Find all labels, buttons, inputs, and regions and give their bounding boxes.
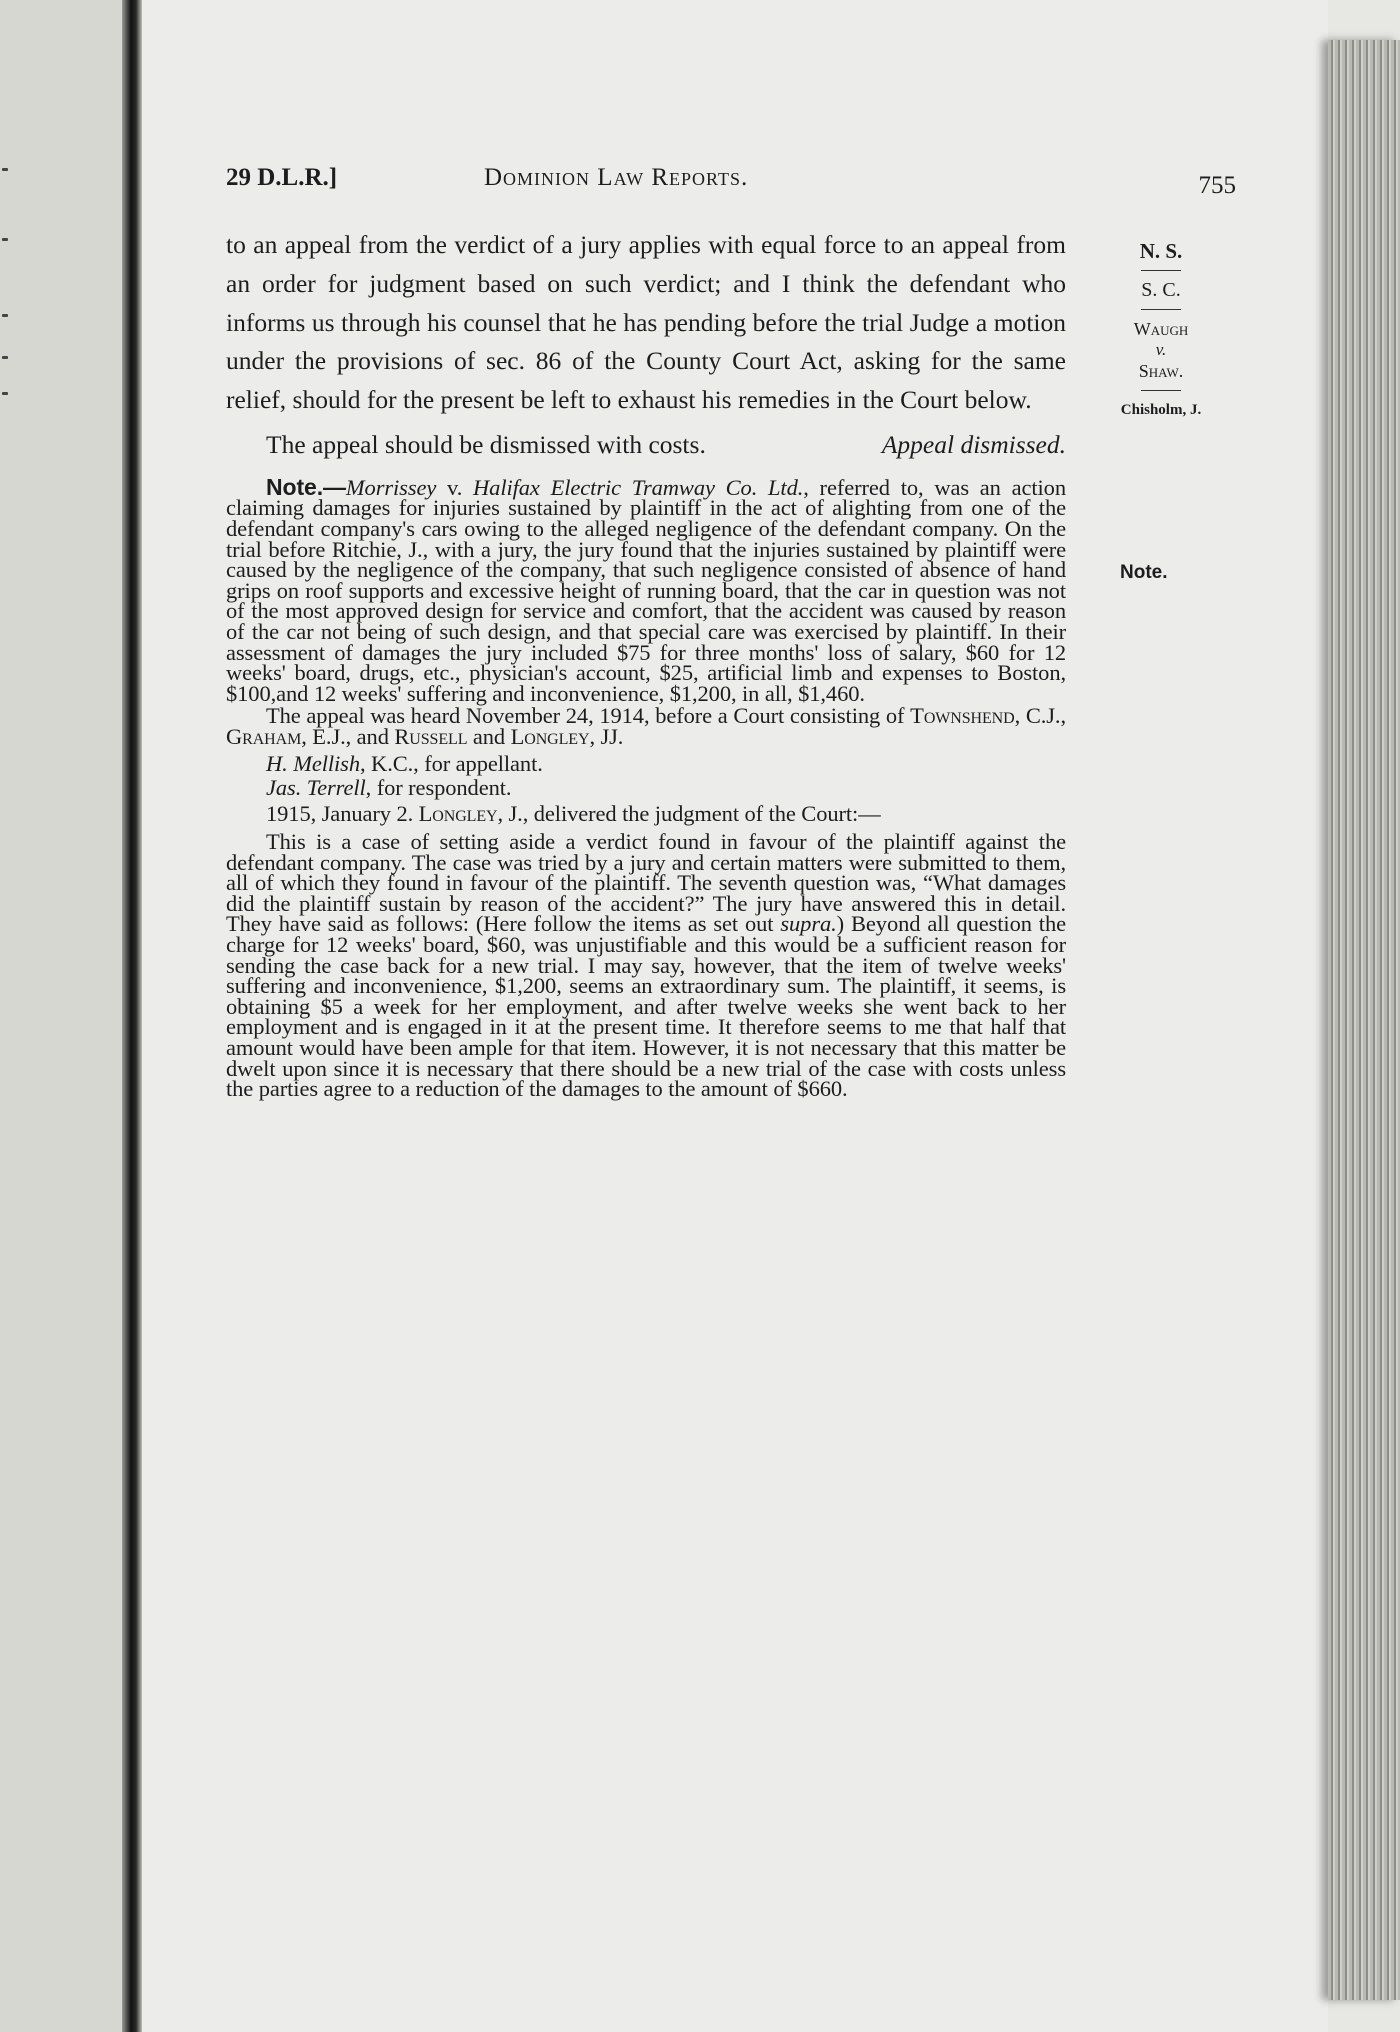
volume-reference: 29 D.L.R.] [226, 164, 338, 191]
note-case-name-2: Halifax Electric Tramway Co. Ltd. [473, 474, 804, 500]
sidenote-party1: Waugh [1133, 319, 1189, 339]
note-case-name: Morrissey [345, 474, 437, 500]
page-stack-edge [1328, 40, 1400, 2000]
editorial-note [226, 473, 1066, 706]
paragraph-conclusion: to an appeal from the verdict of a jury applies with equal force to an appeal from an order for judgment based on such verdict; and I think the defendant who informs us through his counsel that he has pending before the trial Judge a motion under the provisions of sec. 86 of the County Court Act, asking for the same relief, should for the present be left to exhaust his remedies in the Court below. [226, 230, 1066, 415]
page-body [226, 226, 1066, 1100]
note-versus: v. [447, 474, 463, 500]
counsel-respondent [226, 776, 1066, 800]
judgment-deliverer: Longley [418, 800, 498, 826]
judge-conjunction: and [467, 723, 511, 749]
sidenote-court: S. C. [1141, 279, 1181, 301]
judge-graham: Graham [226, 723, 302, 749]
judgment-date: 1915, January 2. [266, 800, 414, 826]
sidenote-rule [1141, 270, 1181, 271]
publication-title: Dominion Law Reports. [484, 164, 749, 191]
sidenote-judge: Chisholm, J. [1120, 402, 1202, 418]
counsel-respondent-role: , for respondent. [365, 774, 512, 800]
sidenote-versus: v. [1155, 340, 1167, 359]
sidenote-note-label: Note. [1120, 562, 1168, 583]
note-text: , referred to, was an action claiming damages for injuries sustained by plaintiff in the act of alighting from one of the defendant company's cars owing to the alleged negligence of the defendant company. On the trial before Ritchie, J., with a jury, the jury found that the injuries sustained by plaintiff were caused by the negligence of the company, that such negligence consisted of absence of hand grips on roof supports and excessive height of running board, that the car in question was not of the most approved design for service and comfort, that the accident was caused by reason of the car not being of such design, and that special care was exercised by plaintiff. In their assessment of damages the jury included $75 for three months' loss of salary, $60 for 12 weeks' board, drugs, etc., physician's account, $25, artificial limb and expenses to Boston, $100,and 12 weeks' suffering and inconvenience, $1,200, in all, $1,460. [226, 474, 1066, 706]
hearing-text: The appeal was heard November 24, 1914, before a Court consisting of [266, 703, 911, 729]
sidenote-rule [1141, 309, 1181, 310]
judgment-text-2: ) Beyond all question the charge for 12 weeks' board, $60, was unjustifiable and this would be a sufficient reason for sending the case back for a new trial. I may say, however, that the item of twelve weeks' suffering and inconvenience, $1,200, seems an extraordinary sum. The plaintiff, it seems, is obtaining $5 a week for her employment, and after twelve weeks she went back to her employment and is engaged in it at the present time. It therefore seems to me that half that amount would have been ample for that item. However, it is not necessary that this matter be dwelt upon since it is necessary that there should be a new trial of the case with costs unless the parties agree to a reduction of the damages to the amount of $660. [226, 911, 1066, 1102]
sidenote-party2: Shaw. [1138, 361, 1184, 381]
judge-longley: Longley [510, 723, 590, 749]
judge-townshend: Townshend [910, 703, 1015, 729]
judge-russell: Russell [394, 723, 468, 749]
disposition-text: The appeal should be dismissed with costs. [266, 429, 706, 459]
disposition-result: Appeal dismissed. [881, 429, 1066, 459]
judge-suffix: , C.J., [1014, 703, 1066, 729]
judgment-supra: supra. [780, 911, 837, 937]
judgment-intro [226, 800, 1066, 826]
counsel-appellant [226, 752, 1066, 776]
case-sidenote [1086, 238, 1236, 423]
sidenote-jurisdiction: N. S. [1139, 239, 1183, 263]
page-number: 755 [1198, 172, 1236, 199]
counsel-respondent-name: Jas. Terrell [266, 774, 366, 800]
book-gutter [122, 0, 142, 2032]
judgment-text-1: This is a case of setting aside a verdict found in favour of the plaintiff against the defendant company. The case was tried by a jury and certain matters were submitted to them, all of which they found in favour of the plaintiff. The seventh question was, “What damages did the plaintiff sustain by reason of the accident?” The jury have answered this in detail. They have said as follows: (Here follow the items as set out [226, 829, 1066, 937]
judge-suffix: , JJ. [589, 723, 624, 749]
paragraph-disposition [226, 426, 1066, 465]
hearing-paragraph [226, 703, 1066, 749]
note-label: Note.— [266, 473, 346, 500]
judgment-intro-text: , J., delivered the judgment of the Court:— [497, 800, 881, 826]
counsel-appellant-name: H. Mellish [266, 750, 360, 776]
sidenote-rule [1141, 390, 1181, 391]
judgment-paragraph [226, 829, 1066, 1102]
facing-page-text-fragments [0, 0, 14, 2032]
counsel-appellant-role: , K.C., for appellant. [360, 750, 543, 776]
judge-suffix: , E.J., and [301, 723, 395, 749]
facing-page [0, 0, 128, 2032]
running-header [226, 160, 1236, 202]
